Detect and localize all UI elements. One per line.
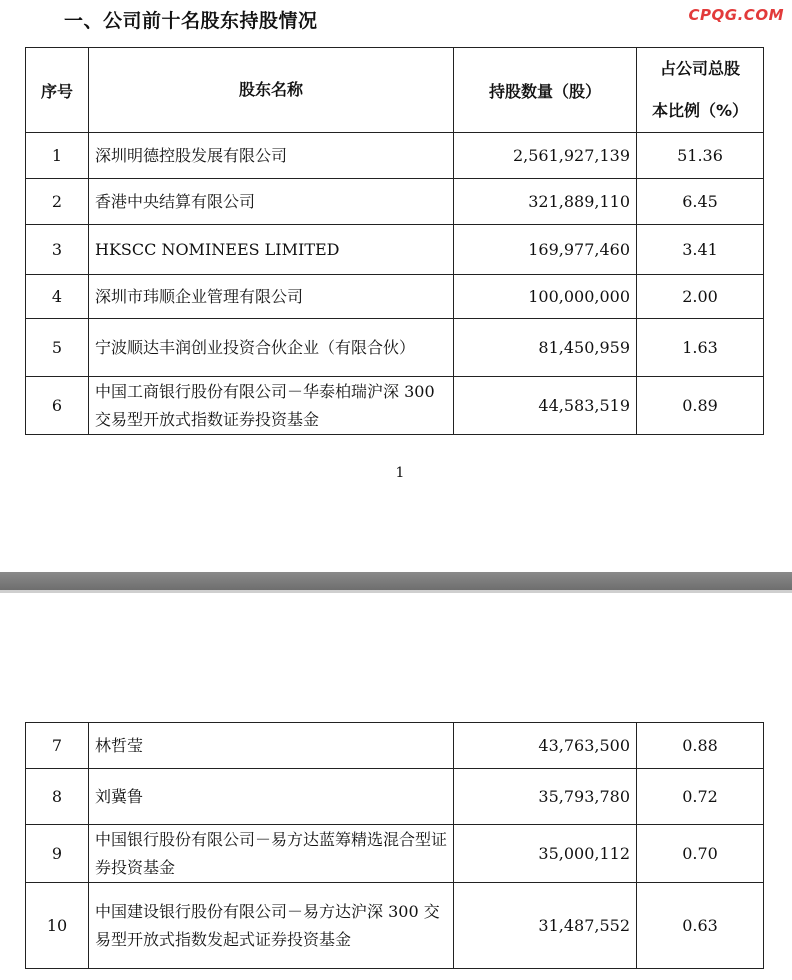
row-name: 中国建设银行股份有限公司－易方达沪深 300 交易型开放式指数发起式证券投资基金 [89,883,454,969]
row-pct: 0.89 [637,377,764,435]
page-number: 1 [395,465,405,481]
row-pct: 0.70 [637,825,764,883]
row-no: 6 [26,377,89,435]
row-name: HKSCC NOMINEES LIMITED [89,225,454,275]
shareholders-table [25,47,764,435]
row-no: 7 [26,723,89,769]
row-no: 9 [26,825,89,883]
row-qty: 44,583,519 [454,377,637,435]
row-pct: 0.88 [637,723,764,769]
row-no: 2 [26,179,89,225]
table-row [26,883,764,969]
row-pct: 0.63 [637,883,764,969]
row-pct: 0.72 [637,769,764,825]
table-row [26,377,764,435]
row-name: 宁波顺达丰润创业投资合伙企业（有限合伙） [89,319,454,377]
header-no: 序号 [26,48,89,133]
shareholders-table-continued [25,722,764,969]
row-no: 3 [26,225,89,275]
row-qty: 321,889,110 [454,179,637,225]
row-qty: 169,977,460 [454,225,637,275]
row-name: 中国工商银行股份有限公司－华泰柏瑞沪深 300 交易型开放式指数证券投资基金 [89,377,454,435]
row-qty: 43,763,500 [454,723,637,769]
header-name: 股东名称 [89,48,454,133]
row-name: 香港中央结算有限公司 [89,179,454,225]
table-row [26,179,764,225]
row-pct: 3.41 [637,225,764,275]
row-pct: 51.36 [637,133,764,179]
row-pct: 2.00 [637,275,764,319]
row-qty: 81,450,959 [454,319,637,377]
row-no: 10 [26,883,89,969]
row-name: 深圳明德控股发展有限公司 [89,133,454,179]
row-no: 1 [26,133,89,179]
header-pct-line2: 本比例（%） [651,101,749,120]
row-qty: 2,561,927,139 [454,133,637,179]
table-row [26,275,764,319]
table-row [26,769,764,825]
table-row [26,225,764,275]
row-name: 刘冀鲁 [89,769,454,825]
row-no: 8 [26,769,89,825]
header-pct-line1: 占公司总股 [659,59,740,78]
row-pct: 1.63 [637,319,764,377]
page-separator [0,572,792,593]
row-no: 5 [26,319,89,377]
section-title: 一、公司前十名股东持股情况 [64,10,318,32]
table-row [26,133,764,179]
table-row [26,825,764,883]
header-pct [637,48,764,133]
row-qty: 35,000,112 [454,825,637,883]
row-name: 深圳市玮顺企业管理有限公司 [89,275,454,319]
table-header-row [26,48,764,133]
row-qty: 31,487,552 [454,883,637,969]
table-row [26,723,764,769]
row-name: 中国银行股份有限公司－易方达蓝筹精选混合型证券投资基金 [89,825,454,883]
row-no: 4 [26,275,89,319]
watermark: CPQG.COM [688,6,784,24]
row-qty: 100,000,000 [454,275,637,319]
table-row [26,319,764,377]
row-qty: 35,793,780 [454,769,637,825]
header-qty: 持股数量（股） [454,48,637,133]
row-name: 林哲莹 [89,723,454,769]
row-pct: 6.45 [637,179,764,225]
